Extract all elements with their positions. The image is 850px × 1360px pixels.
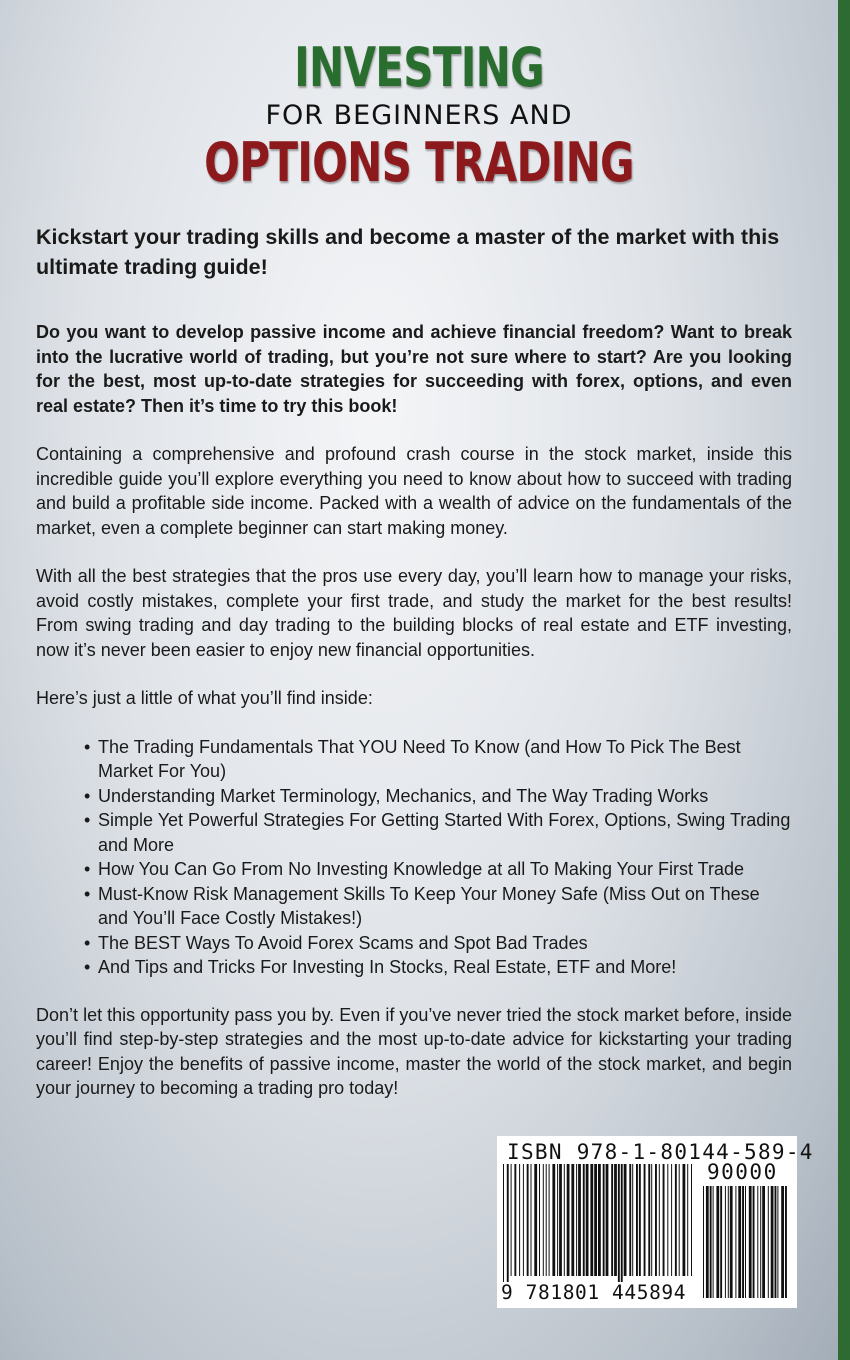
- barcode-bar: [777, 1186, 778, 1298]
- body-paragraph-1: Containing a comprehensive and profound crash course in the stock market, inside this incredible guide you’ll explore everything you need to know about how to succeed with trading and build a profitable side income. Packed with a wealth of advice on the fundamentals of the market, even a complete beginner can start making money.: [36, 444, 792, 538]
- barcode-bar: [583, 1164, 585, 1276]
- barcode-bar: [571, 1164, 574, 1276]
- barcode-bar: [663, 1164, 665, 1276]
- barcode-bar: [671, 1164, 672, 1276]
- barcode-bar: [753, 1186, 755, 1298]
- list-item-text: Simple Yet Powerful Strategies For Getting Started With Forex, Options, Swing Trading and More: [98, 810, 791, 855]
- barcode-bar: [621, 1164, 623, 1282]
- barcode-bar: [586, 1164, 589, 1276]
- price-code: 90000: [707, 1160, 778, 1184]
- list-item-text: And Tips and Tricks For Investing In Stocks, Real Estate, ETF and More!: [98, 957, 677, 977]
- barcode-bar: [514, 1164, 516, 1276]
- barcode-bar: [725, 1186, 726, 1298]
- barcode-bar: [629, 1164, 631, 1276]
- barcode-bar: [552, 1164, 555, 1276]
- barcode-bar: [730, 1186, 733, 1298]
- bullet-icon: •: [84, 859, 91, 879]
- barcode-bar: [578, 1164, 581, 1276]
- barcode-bar: [632, 1164, 633, 1276]
- bullet-icon: •: [84, 932, 91, 953]
- barcode-bar: [614, 1164, 617, 1276]
- bullet-icon: •: [84, 883, 91, 904]
- headline: Kickstart your trading skills and become a master of the market with this ultimate trading guide!: [36, 225, 780, 279]
- barcode-bar: [557, 1164, 558, 1276]
- barcode-bar: [728, 1186, 729, 1298]
- barcode-bar: [564, 1164, 565, 1276]
- list-item: [84, 931, 792, 956]
- barcode-bar: [683, 1164, 686, 1276]
- barcode-bar: [667, 1164, 668, 1276]
- closing-paragraph: Don’t let this opportunity pass you by. Even if you’ve never tried the stock market before, inside you’ll find step-by-step strategies and the most up-to-date advice for kickstarting your trading career! Enjoy the benefits of passive income, master the world of the stock market, and begin your journey to becoming a trading pro today!: [36, 1004, 792, 1098]
- list-item: [84, 955, 792, 980]
- barcode-bar: [644, 1164, 646, 1276]
- isbn-label: ISBN 978-1-80144-589-4: [507, 1140, 814, 1164]
- barcode-bar: [785, 1186, 787, 1298]
- barcode-bar: [527, 1164, 529, 1276]
- barcode-bar: [576, 1164, 577, 1276]
- title-options-trading: OPTIONS TRADING: [204, 131, 634, 194]
- barcode-bar: [651, 1164, 652, 1276]
- spine-edge: [838, 0, 850, 1360]
- barcode-bar: [706, 1186, 709, 1298]
- bullet-icon: •: [84, 957, 91, 977]
- barcode-bar: [757, 1186, 758, 1298]
- barcode-bar: [636, 1164, 638, 1276]
- barcode-bar: [523, 1164, 524, 1276]
- barcode-bar: [742, 1186, 744, 1298]
- barcode-bar: [659, 1164, 660, 1276]
- barcode-bar: [771, 1186, 774, 1298]
- body-paragraph-2: With all the best strategies that the pros use every day, you’ll learn how to manage your risks, avoid costly mistakes, complete your first trade, and study the market for the best results! From swing trading and day trading to the building blocks of real estate and ETF investing, now it’s never been easier to enjoy new financial opportunities.: [36, 566, 792, 660]
- barcode-bar: [543, 1164, 544, 1276]
- barcode-bars-addon: [703, 1186, 789, 1304]
- barcode-bar: [735, 1186, 736, 1298]
- barcode-bars-main: [503, 1164, 693, 1282]
- title-investing: INVESTING: [294, 36, 544, 99]
- barcode-bar: [511, 1164, 512, 1276]
- bullet-icon: •: [84, 785, 91, 806]
- barcode-bar: [603, 1164, 605, 1276]
- barcode-bar: [567, 1164, 570, 1276]
- barcode-bar: [539, 1164, 540, 1276]
- ean-digits: 9 781801 445894: [501, 1281, 687, 1304]
- barcode-bar: [590, 1164, 593, 1276]
- blurb: [36, 222, 792, 1125]
- barcode-bar: [745, 1186, 746, 1298]
- barcode-bar: [655, 1164, 657, 1276]
- barcode-bar: [749, 1186, 752, 1298]
- barcode-bar: [762, 1186, 765, 1298]
- barcode-bar: [507, 1164, 509, 1282]
- lead-paragraph: Do you want to develop passive income and achieve financial freedom? Want to break into the lucrative world of trading, but you’re not sure where to start? Are you looking for the best, most up-to-date strategies for succeeding with forex, options, and even real estate? Then it’s time to try this book!: [36, 322, 792, 416]
- barcode-bar: [534, 1164, 537, 1276]
- barcode-bar: [713, 1186, 714, 1298]
- list-item: [84, 882, 792, 931]
- barcode-bar: [611, 1164, 613, 1276]
- barcode-bar: [720, 1186, 722, 1298]
- list-intro: Here’s just a little of what you’ll find inside:: [36, 688, 373, 708]
- barcode-bar: [549, 1164, 550, 1276]
- barcode-bar: [710, 1186, 712, 1298]
- list-item-text: Understanding Market Terminology, Mechanics, and The Way Trading Works: [98, 785, 709, 806]
- barcode-bar: [531, 1164, 532, 1276]
- list-item: [84, 735, 792, 784]
- barcode-bar: [703, 1186, 704, 1298]
- feature-list: [36, 735, 792, 980]
- title-block: [0, 38, 838, 194]
- list-item: [84, 857, 792, 882]
- barcode-bar: [775, 1186, 777, 1298]
- bullet-icon: •: [84, 810, 91, 830]
- list-item-text: The BEST Ways To Avoid Forex Scams and Spot Bad Trades: [98, 932, 588, 953]
- barcode-bar: [624, 1164, 627, 1276]
- list-item: [84, 784, 792, 809]
- barcode-bar: [679, 1164, 680, 1276]
- barcode-bar: [546, 1164, 547, 1276]
- barcode-bar: [781, 1186, 784, 1298]
- barcode-bar: [606, 1164, 609, 1276]
- barcode-bar: [519, 1164, 520, 1276]
- list-item-text: Must-Know Risk Management Skills To Keep Your Money Safe (Miss Out on These and You’ll Face Costly Mistakes!): [98, 883, 760, 928]
- barcode-bar: [503, 1164, 504, 1282]
- title-subtitle: FOR BEGINNERS AND: [265, 100, 573, 131]
- list-item-text: The Trading Fundamentals That YOU Need To Know (and How To Pick The Best Market For You): [98, 736, 741, 781]
- barcode-bar: [594, 1164, 597, 1276]
- barcode-bar: [716, 1186, 719, 1298]
- list-item-text: How You Can Go From No Investing Knowledge at all To Making Your First Trade: [98, 859, 745, 879]
- list-item: [84, 808, 792, 857]
- barcode-bar: [639, 1164, 641, 1276]
- barcode-bar: [691, 1164, 692, 1276]
- barcode-bar: [760, 1186, 761, 1298]
- bullet-icon: •: [84, 736, 91, 757]
- barcode-bar: [618, 1164, 620, 1282]
- barcode-bar: [687, 1164, 688, 1276]
- barcode-bar: [648, 1164, 650, 1276]
- barcode-bar: [559, 1164, 562, 1276]
- barcode-bar: [675, 1164, 677, 1276]
- isbn-barcode: [497, 1136, 814, 1308]
- barcode-bar: [598, 1164, 601, 1276]
- barcode-bar: [768, 1186, 769, 1298]
- barcode-bar: [738, 1186, 741, 1298]
